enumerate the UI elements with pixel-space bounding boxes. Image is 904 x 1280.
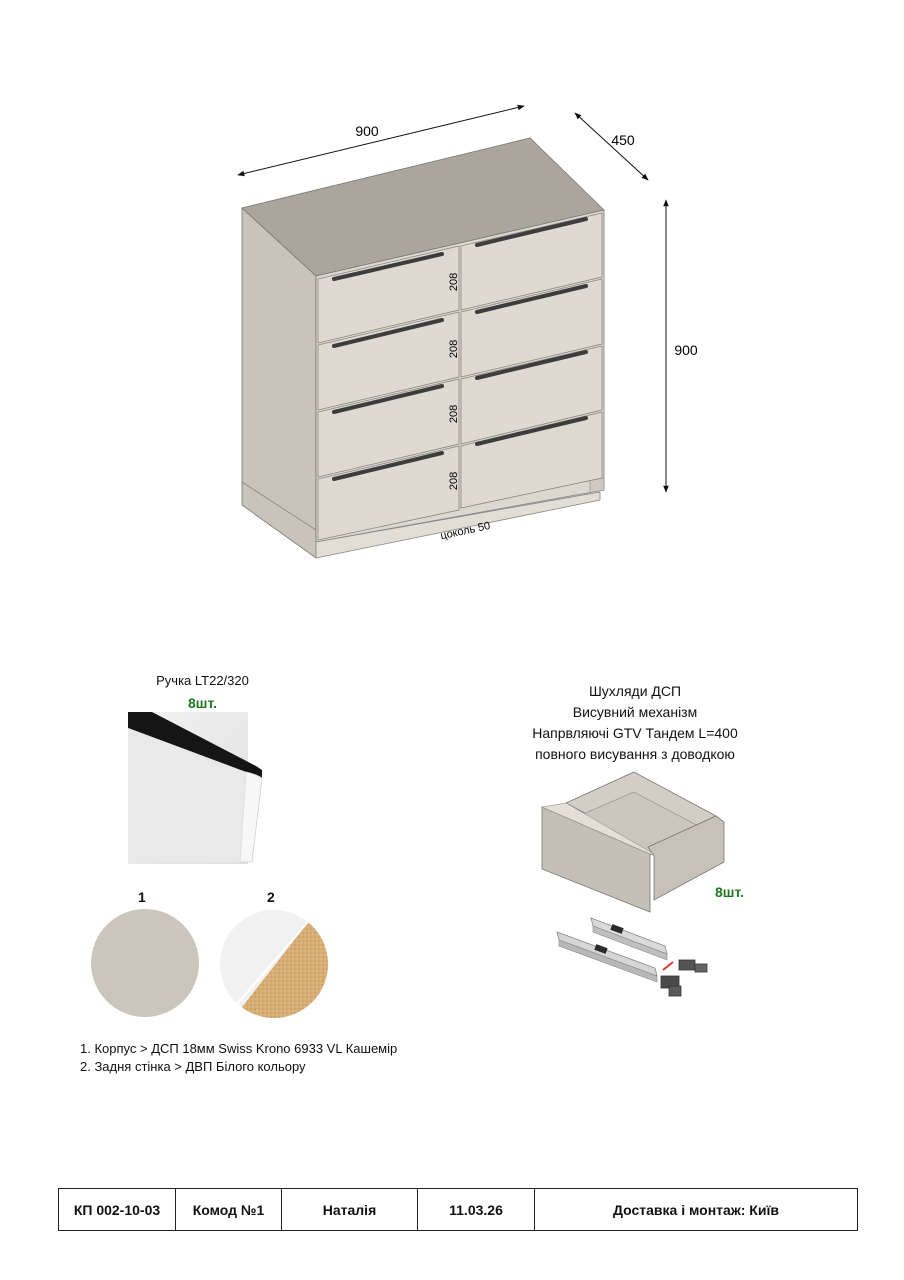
footer-date: 11.03.26 (418, 1189, 535, 1230)
drawer-extension: повного висування з доводкою (535, 746, 735, 762)
swatch-label-2: 2 (267, 889, 275, 905)
depth-label: 450 (611, 132, 635, 148)
footer-client: Наталія (282, 1189, 418, 1230)
handle-qty: 8шт. (188, 695, 217, 711)
height-label: 900 (674, 342, 698, 358)
drawer-mechanism: Висувний механізм (572, 704, 698, 720)
material-item-2: 2. Задня стінка > ДВП Білого кольору (80, 1059, 306, 1074)
handle-title: Ручка LT22/320 (156, 673, 249, 688)
plinth-label: цоколь 50 (439, 519, 492, 543)
drawer-box-image (538, 770, 732, 914)
width-label: 900 (355, 123, 379, 139)
footer-delivery: Доставка і монтаж: Київ (612, 1201, 779, 1218)
chest-of-drawers-drawing (0, 0, 904, 620)
drawer-title: Шухляди ДСП (588, 683, 682, 699)
drawer-height-3: 208 (448, 404, 460, 424)
drawer-height-1: 208 (448, 272, 460, 292)
drawer-height-2: 208 (448, 339, 460, 359)
footer-table (58, 1188, 858, 1231)
tandem-runners-image (555, 914, 723, 1006)
material-item-1: 1. Корпус > ДСП 18мм Swiss Krono 6933 VL Кашемір (80, 1041, 398, 1056)
handle-profile-image (128, 712, 262, 864)
body-color-swatch (90, 908, 200, 1018)
back-panel-swatch (218, 908, 330, 1020)
swatch-label-1: 1 (138, 889, 146, 905)
drawer-runners: Напрвляючі GTV Тандем L=400 (532, 725, 738, 741)
footer-item: Комод №1 (176, 1189, 282, 1230)
drawer-qty: 8шт. (715, 884, 744, 900)
drawer-height-4: 208 (448, 471, 460, 491)
footer-code: КП 002-10-03 (59, 1189, 176, 1230)
